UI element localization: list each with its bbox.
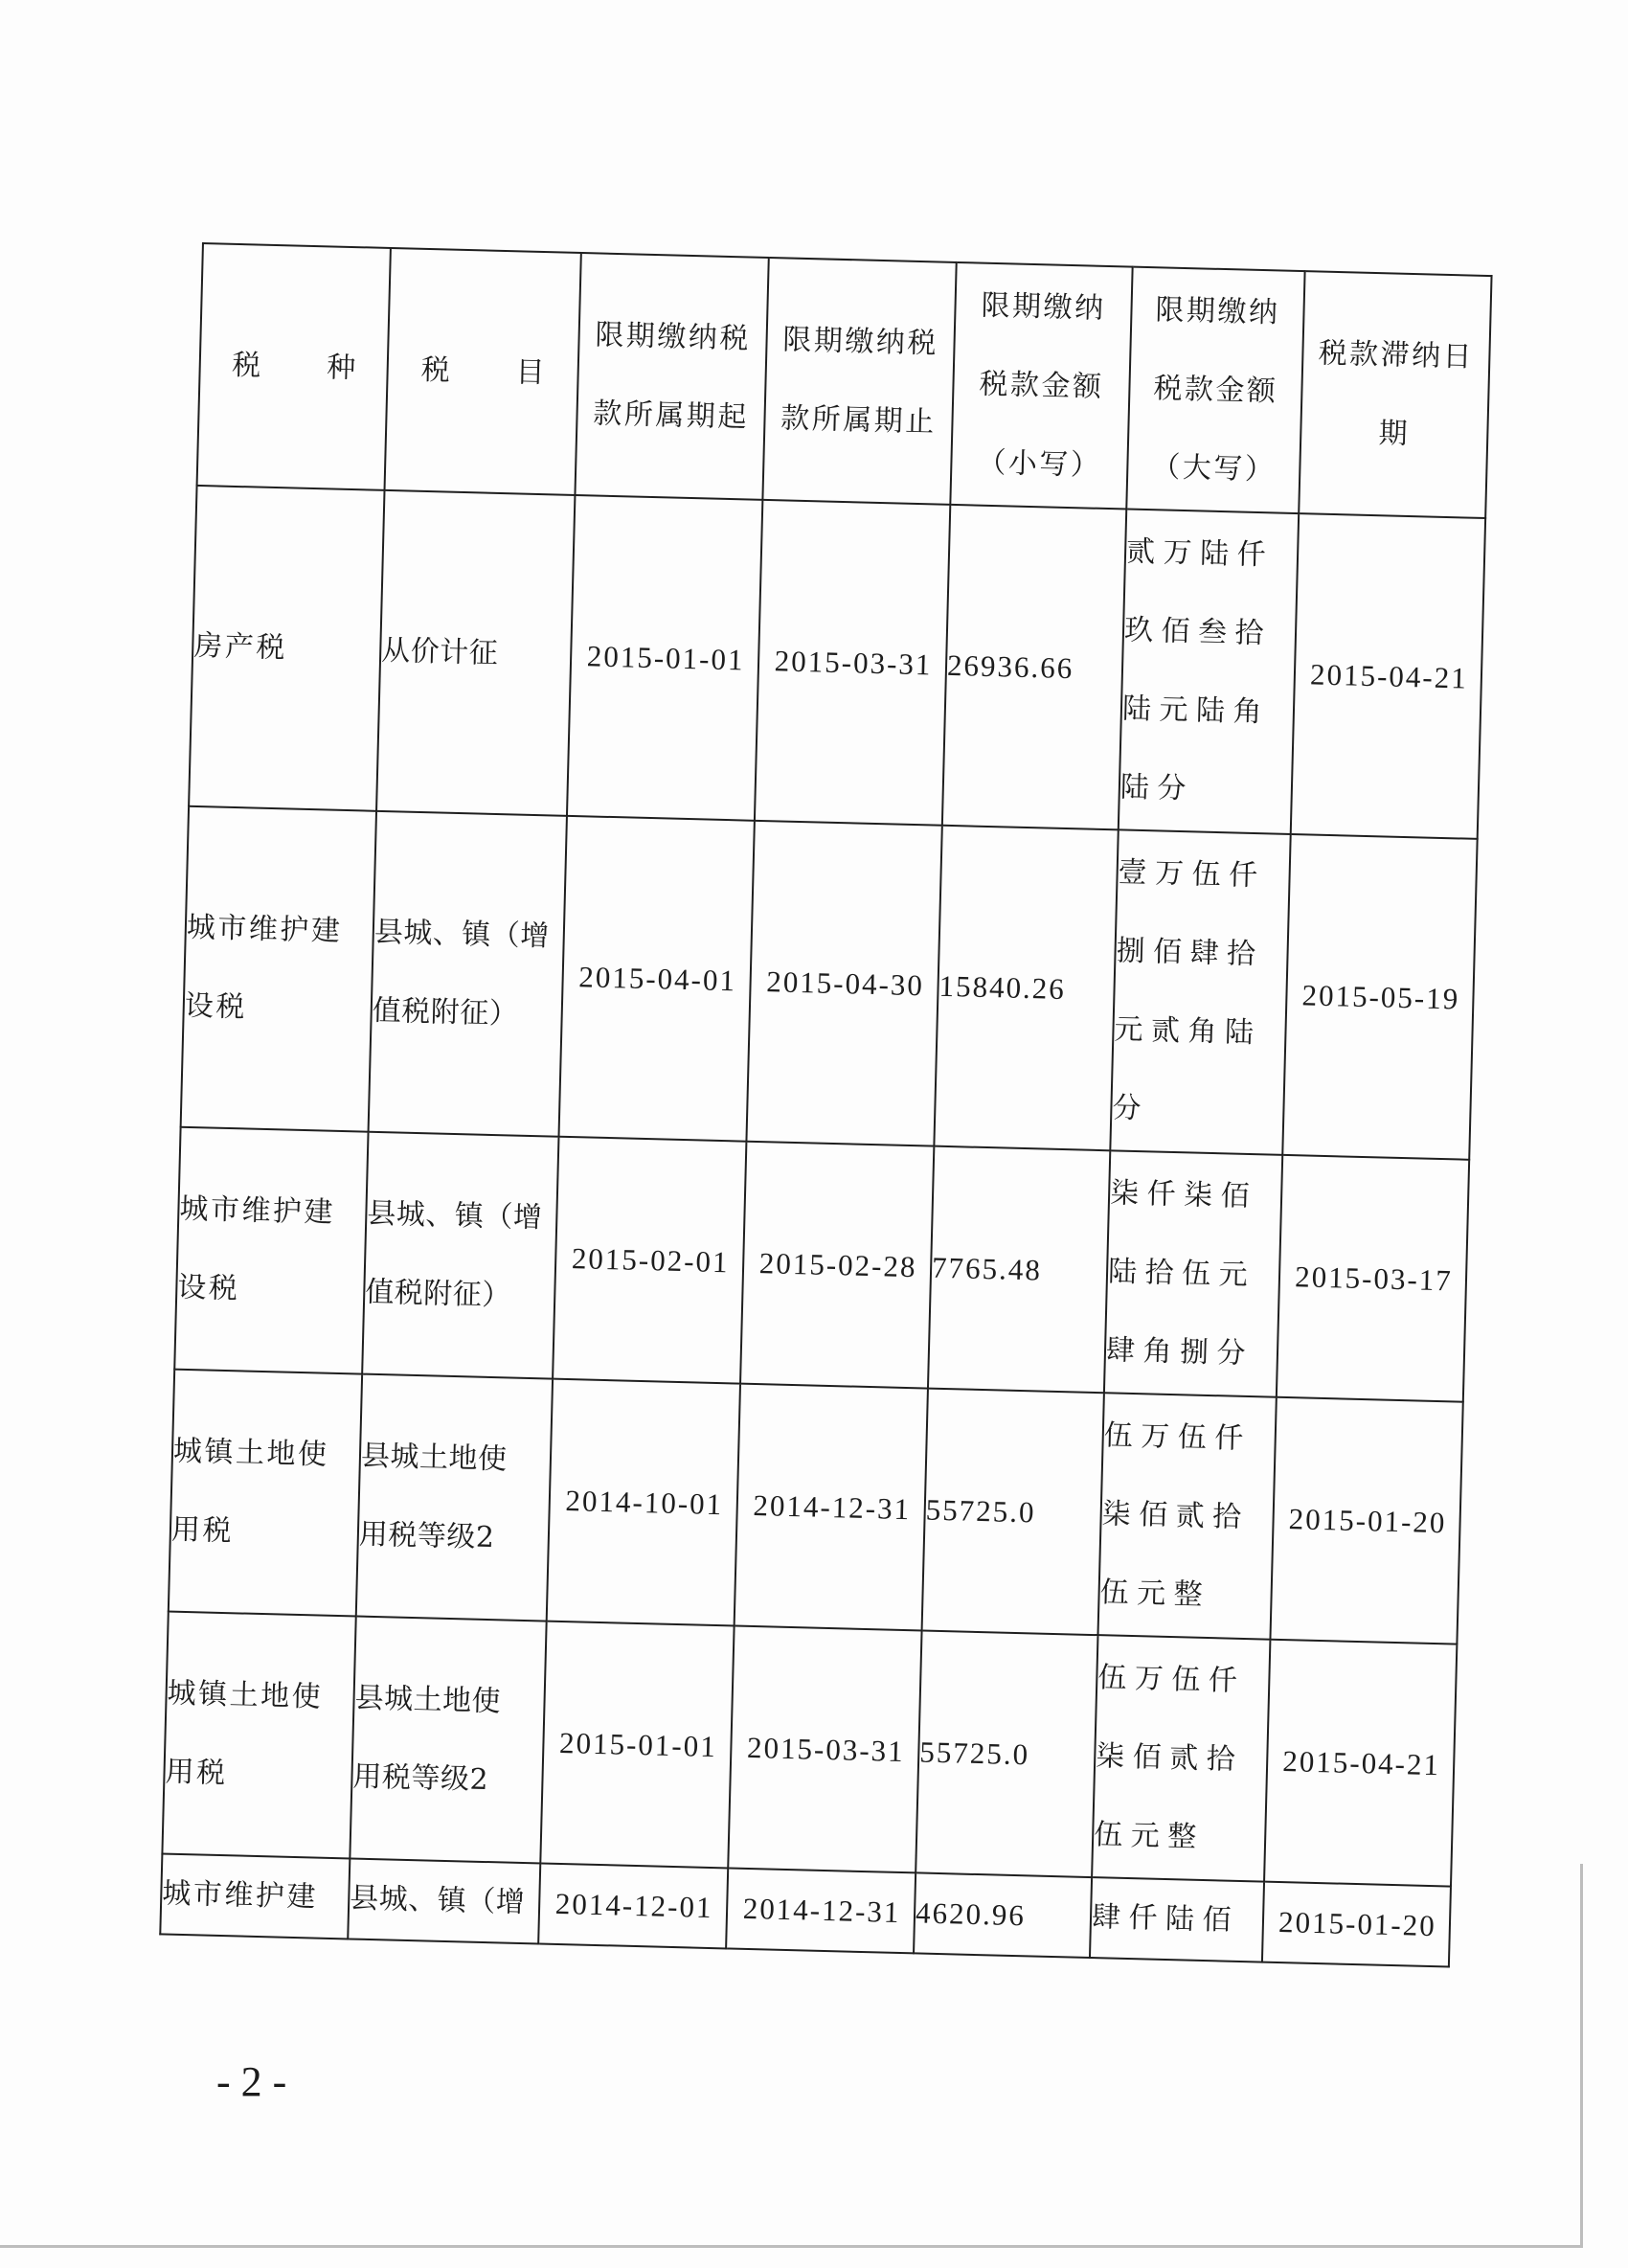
amount-numeric-value: 26936.66 xyxy=(946,647,1074,685)
period-end-value: 2014-12-31 xyxy=(742,1891,901,1930)
cell-period-start xyxy=(567,495,762,821)
cell-tax-type xyxy=(162,1612,355,1859)
amount-words-line: 伍元整 xyxy=(1093,1817,1206,1854)
cell-amount-words xyxy=(1090,1877,1264,1962)
period-start-value: 2015-02-01 xyxy=(571,1240,731,1279)
amount-words-line: 肆仟陆佰 xyxy=(1091,1900,1240,1938)
tax-type-line: 城市维护建 xyxy=(179,1191,336,1230)
overdue-date-value: 2015-03-17 xyxy=(1294,1259,1454,1297)
cell-period-end xyxy=(746,821,941,1146)
overdue-date-value: 2015-05-19 xyxy=(1301,977,1460,1015)
amount-words-line: 分 xyxy=(1112,1090,1150,1125)
cell-amount-numeric xyxy=(934,826,1118,1151)
tax-item-line: 从价计征 xyxy=(380,633,499,670)
cell-amount-words xyxy=(1104,1150,1282,1396)
period-end-value: 2015-02-28 xyxy=(758,1245,917,1283)
cell-tax-type xyxy=(181,806,376,1132)
cell-overdue-date xyxy=(1277,1155,1469,1402)
tax-table-wrapper xyxy=(159,242,1492,1968)
header-amount-numeric xyxy=(950,262,1132,510)
cell-period-end xyxy=(740,1142,934,1389)
cell-amount-numeric xyxy=(922,1389,1104,1636)
cell-amount-numeric xyxy=(928,1146,1110,1394)
cell-tax-type xyxy=(160,1853,350,1939)
amount-words-line: 柒佰贰拾 xyxy=(1095,1738,1244,1777)
tax-type-line: 设税 xyxy=(176,1270,240,1305)
amount-words-line: 玖佰叁拾 xyxy=(1123,613,1273,650)
header-line: 限期缴纳 xyxy=(981,288,1107,326)
cell-overdue-date xyxy=(1291,513,1485,839)
amount-numeric-value: 55725.0 xyxy=(925,1492,1036,1529)
amount-words-line: 陆拾伍元 xyxy=(1107,1254,1256,1292)
amount-numeric-value: 4620.96 xyxy=(915,1895,1027,1933)
header-line: 税款金额 xyxy=(979,367,1104,404)
tax-type-line: 用税 xyxy=(165,1755,229,1790)
tax-item-line: 县城土地使 xyxy=(360,1439,508,1476)
tax-item-line: 县城、镇（增 xyxy=(349,1881,526,1920)
tax-type-line: 城市维护建 xyxy=(186,910,343,948)
scan-edge-right xyxy=(1580,1864,1583,2248)
tax-item-line: 值税附征） xyxy=(364,1275,512,1313)
amount-words-line: 肆角捌分 xyxy=(1105,1332,1255,1371)
cell-period-end xyxy=(726,1868,916,1953)
cell-period-end xyxy=(755,500,950,826)
amount-words-line: 伍万伍仟 xyxy=(1103,1418,1253,1456)
amount-words-line: 贰万陆仟 xyxy=(1125,534,1275,572)
overdue-date-value: 2015-01-20 xyxy=(1278,1905,1437,1943)
header-line: 限期缴纳税 xyxy=(594,317,752,356)
cell-amount-words xyxy=(1119,510,1299,834)
period-start-value: 2015-01-01 xyxy=(586,638,745,676)
header-tax-item-label: 税目 xyxy=(420,352,612,392)
period-end-value: 2015-03-31 xyxy=(774,643,933,681)
cell-period-start xyxy=(540,1622,734,1869)
cell-overdue-date xyxy=(1270,1397,1462,1644)
period-start-value: 2015-01-01 xyxy=(558,1725,718,1763)
tax-type-line: 房产税 xyxy=(192,628,288,665)
cell-tax-item xyxy=(348,1858,540,1943)
header-overdue-date xyxy=(1299,271,1491,518)
cell-tax-item xyxy=(356,1374,553,1622)
period-end-value: 2015-03-31 xyxy=(746,1730,906,1768)
tax-type-line: 城镇土地使 xyxy=(172,1434,329,1472)
cell-overdue-date xyxy=(1282,834,1477,1160)
period-start-value: 2014-12-01 xyxy=(554,1886,713,1925)
cell-overdue-date xyxy=(1264,1640,1457,1887)
cell-amount-words xyxy=(1098,1393,1277,1639)
header-period-start xyxy=(575,253,768,500)
amount-numeric-value: 55725.0 xyxy=(918,1734,1030,1771)
tax-item-line: 县城、镇（增 xyxy=(373,915,551,953)
tax-item-line: 县城土地使 xyxy=(354,1681,502,1718)
amount-words-line: 柒佰贰拾 xyxy=(1101,1496,1251,1534)
tax-type-line: 用税 xyxy=(170,1512,235,1548)
cell-amount-numeric xyxy=(916,1630,1097,1877)
amount-words-line: 伍万伍仟 xyxy=(1097,1660,1246,1698)
cell-amount-words xyxy=(1110,829,1290,1154)
table-row xyxy=(162,1612,1457,1887)
tax-table xyxy=(159,242,1492,1968)
overdue-date-value: 2015-04-21 xyxy=(1281,1743,1441,1781)
header-line: 款所属期止 xyxy=(780,400,938,439)
table-header-row xyxy=(197,243,1492,518)
overdue-date-value: 2015-01-20 xyxy=(1288,1501,1447,1539)
amount-numeric-value: 15840.26 xyxy=(938,968,1067,1006)
cell-period-start xyxy=(553,1137,746,1384)
period-start-value: 2014-10-01 xyxy=(565,1483,724,1521)
period-start-value: 2015-04-01 xyxy=(577,959,737,997)
header-line: 期 xyxy=(1378,416,1411,451)
tax-type-line: 城镇土地使 xyxy=(167,1676,324,1714)
cell-period-end xyxy=(735,1384,928,1631)
cell-period-start xyxy=(547,1379,740,1626)
table-row xyxy=(169,1370,1463,1644)
period-end-value: 2014-12-31 xyxy=(753,1487,912,1526)
header-line: （小写） xyxy=(977,445,1102,483)
header-amount-words xyxy=(1126,267,1304,513)
header-tax-type xyxy=(197,243,422,490)
scan-edge-bottom xyxy=(0,2245,1582,2248)
header-line: 限期缴纳税 xyxy=(781,322,939,360)
table-row xyxy=(189,486,1485,839)
cell-tax-type xyxy=(169,1370,362,1617)
tax-type-line: 城市维护建 xyxy=(161,1876,319,1915)
amount-words-line: 柒仟柒佰 xyxy=(1109,1175,1258,1213)
tax-item-line: 用税等级2 xyxy=(358,1517,495,1554)
amount-numeric-value: 7765.48 xyxy=(931,1250,1043,1287)
amount-words-line: 捌佰肆拾 xyxy=(1116,933,1264,971)
cell-tax-item xyxy=(350,1617,546,1864)
amount-words-line: 元贰角陆 xyxy=(1114,1011,1262,1050)
cell-period-end xyxy=(728,1626,921,1873)
period-end-value: 2015-04-30 xyxy=(765,964,925,1002)
cell-amount-numeric xyxy=(942,505,1126,830)
header-line: 款所属期起 xyxy=(592,396,750,434)
header-tax-type-label: 税种 xyxy=(231,348,422,387)
amount-words-line: 伍元整 xyxy=(1099,1575,1211,1612)
tax-item-line: 县城、镇（增 xyxy=(366,1196,543,1235)
cell-amount-numeric xyxy=(914,1872,1092,1958)
header-line: （大写） xyxy=(1150,449,1277,487)
header-line: 税款金额 xyxy=(1153,371,1278,408)
header-period-end xyxy=(762,258,956,505)
tax-item-line: 用税等级2 xyxy=(352,1759,489,1797)
cell-amount-words xyxy=(1092,1635,1270,1881)
overdue-date-value: 2015-04-21 xyxy=(1309,656,1469,695)
tax-type-line: 设税 xyxy=(184,988,248,1024)
amount-words-line: 陆分 xyxy=(1119,769,1195,805)
header-line: 税款滞纳日 xyxy=(1318,336,1475,374)
amount-words-line: 陆元陆角 xyxy=(1121,691,1271,729)
header-line: 限期缴纳 xyxy=(1155,292,1280,329)
cell-overdue-date xyxy=(1262,1882,1451,1967)
cell-period-start xyxy=(558,816,754,1142)
cell-period-start xyxy=(538,1863,728,1948)
table-row xyxy=(174,1127,1469,1402)
tax-item-line: 值税附征） xyxy=(372,993,519,1032)
page-number: - 2 - xyxy=(216,2058,287,2105)
cell-tax-item xyxy=(376,490,575,816)
table-row xyxy=(181,806,1478,1160)
cell-tax-item xyxy=(362,1132,558,1379)
cell-tax-item xyxy=(369,811,567,1137)
amount-words-line: 壹万伍仟 xyxy=(1118,854,1267,893)
cell-tax-type xyxy=(189,486,384,811)
cell-tax-type xyxy=(174,1127,368,1374)
